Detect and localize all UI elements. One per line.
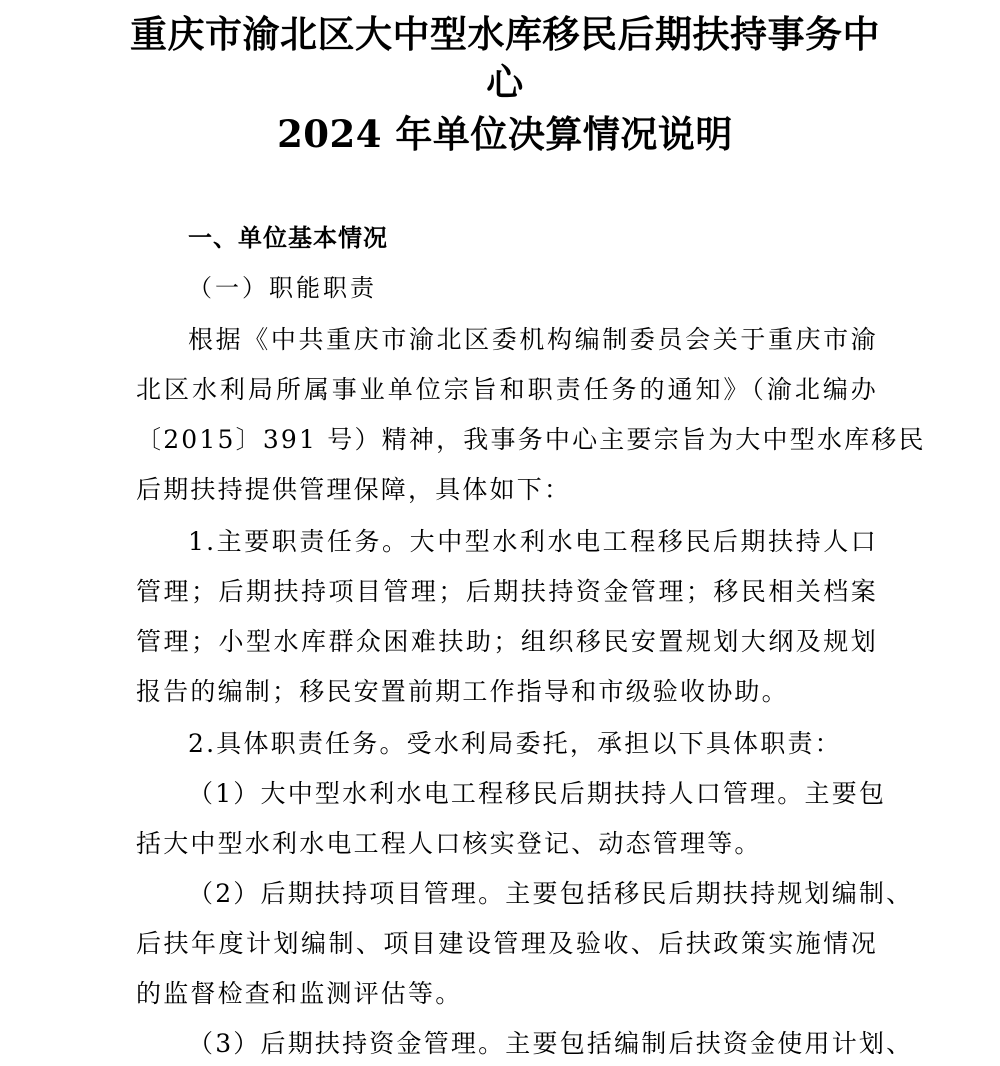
paragraph-line: 1.主要职责任务。大中型水利水电工程移民后期扶持人口	[188, 527, 878, 556]
paragraph-line: 〔2015〕391 号）精神，我事务中心主要宗旨为大中型水库移民	[136, 425, 926, 454]
paragraph-line: 管理；小型水库群众困难扶助；组织移民安置规划大纲及规划	[136, 627, 878, 656]
list-item-line: 后扶年度计划编制、项目建设管理及验收、后扶政策实施情况	[136, 929, 878, 958]
list-item-line: （1）大中型水利水电工程移民后期扶持人口管理。主要包	[188, 779, 887, 808]
document-title-line-3: 2024 年单位决算情况说明	[277, 112, 733, 156]
paragraph-line: 北区水利局所属事业单位宗旨和职责任务的通知》（渝北编办	[136, 375, 878, 404]
document-title-line-2: 心	[486, 60, 524, 104]
subsection-heading-functions: （一）职能职责	[188, 274, 377, 302]
paragraph-line: 管理；后期扶持项目管理；后期扶持资金管理；移民相关档案	[136, 577, 878, 606]
list-item-line: 的监督检查和监测评估等。	[136, 979, 463, 1008]
paragraph-line: 2.具体职责任务。受水利局委托，承担以下具体职责：	[188, 729, 842, 758]
list-item-line: 括大中型水利水电工程人口核实登记、动态管理等。	[136, 829, 762, 858]
document-title-line-1: 重庆市渝北区大中型水库移民后期扶持事务中	[130, 12, 880, 56]
section-heading-basic-info: 一、单位基本情况	[188, 224, 388, 252]
list-item-line: （2）后期扶持项目管理。主要包括移民后期扶持规划编制、	[188, 879, 914, 908]
list-item-line: （3）后期扶持资金管理。主要包括编制后扶资金使用计划、	[188, 1029, 914, 1058]
paragraph-line: 后期扶持提供管理保障，具体如下：	[136, 475, 572, 504]
paragraph-line: 根据《中共重庆市渝北区委机构编制委员会关于重庆市渝	[188, 325, 878, 354]
paragraph-line: 报告的编制；移民安置前期工作指导和市级验收协助。	[136, 677, 789, 706]
